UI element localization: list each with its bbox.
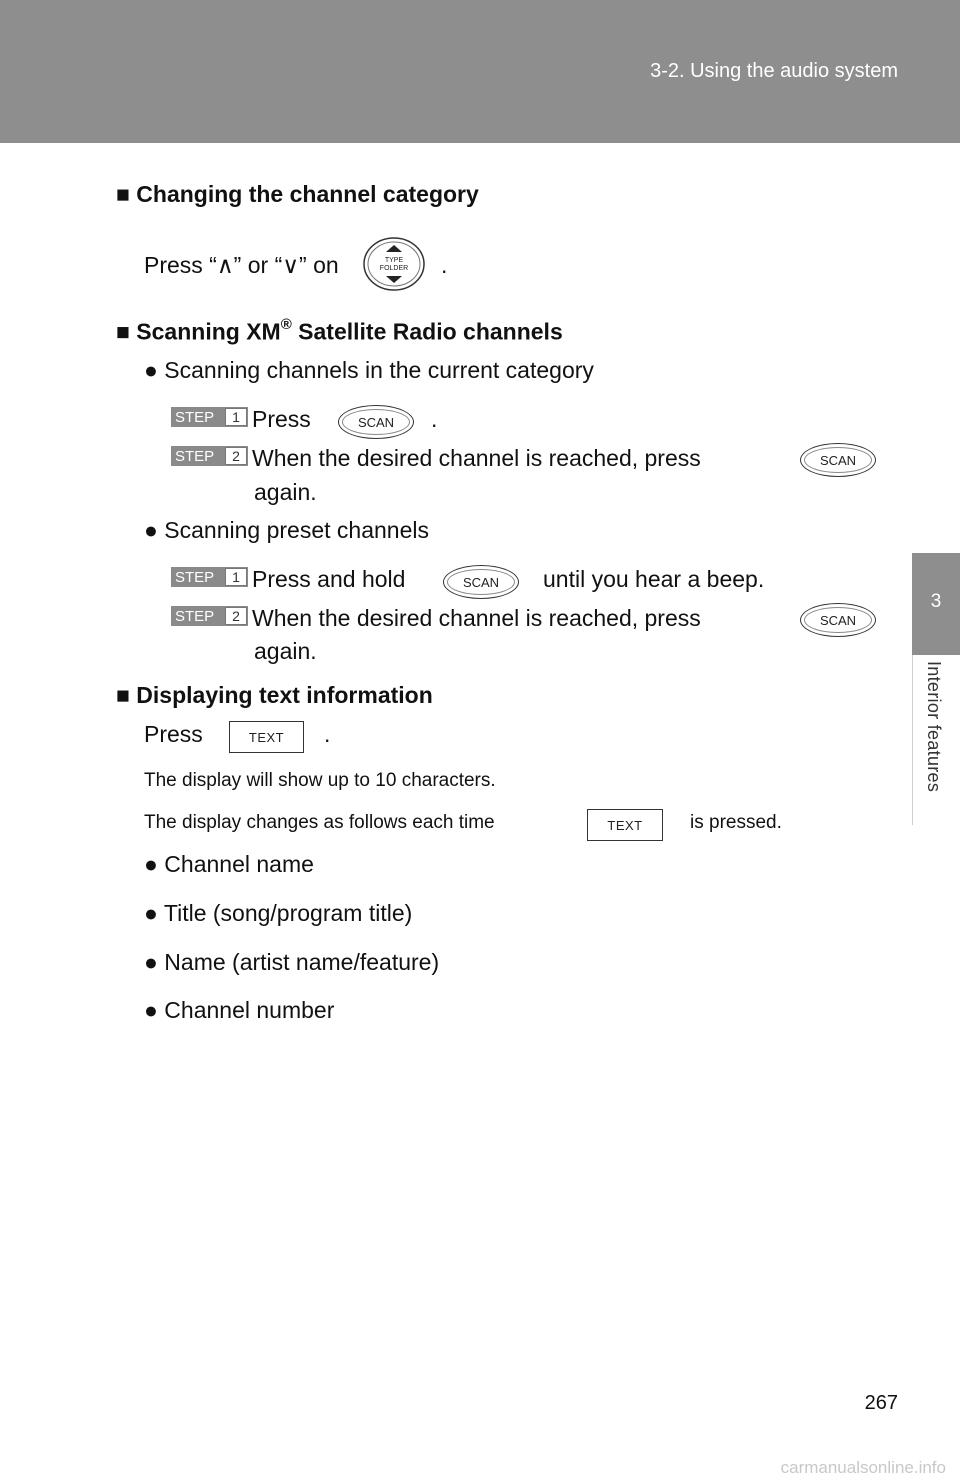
step-badge-2: STEP 2 bbox=[171, 606, 248, 626]
step1-after: until you hear a beep. bbox=[543, 566, 765, 592]
heading-scanning: ■ Scanning XM® Satellite Radio channels bbox=[116, 316, 563, 345]
period: . bbox=[324, 721, 331, 747]
type-folder-dial-icon bbox=[362, 236, 426, 292]
section-title: 3-2. Using the audio system bbox=[650, 60, 898, 82]
list-item: ● Title (song/program title) bbox=[144, 900, 413, 926]
round-bullet-icon: ● bbox=[144, 997, 158, 1023]
bullet-current-category: ● Scanning channels in the current category bbox=[144, 357, 594, 383]
note-max-characters: The display will show up to 10 characters. bbox=[144, 770, 496, 791]
list-item: ● Channel number bbox=[144, 997, 335, 1023]
bullet-preset-channels: ● Scanning preset channels bbox=[144, 517, 429, 543]
round-bullet-icon: ● bbox=[144, 357, 158, 383]
step-badge-1: STEP 1 bbox=[171, 567, 248, 587]
heading-channel-category: ■ Changing the channel category bbox=[116, 181, 479, 207]
scan-button[interactable]: SCAN bbox=[443, 565, 519, 599]
step1-text: Press bbox=[252, 406, 311, 432]
press-type-folder-text: Press “∧” or “∨” on bbox=[144, 252, 339, 278]
note-display-changes: The display changes as follows each time bbox=[144, 812, 495, 833]
header-band bbox=[0, 0, 960, 143]
period: . bbox=[441, 252, 448, 278]
step2-continuation: again. bbox=[254, 479, 317, 505]
scan-button[interactable]: SCAN bbox=[338, 405, 414, 439]
step-badge-2: STEP 2 bbox=[171, 446, 248, 466]
dial-label-top: TYPE bbox=[384, 257, 404, 264]
step1-text: Press and hold bbox=[252, 566, 406, 592]
press-text: Press bbox=[144, 721, 203, 747]
heading-text-info: ■ Displaying text information bbox=[116, 682, 433, 708]
step-badge-1: STEP 1 bbox=[171, 407, 248, 427]
step2-text: When the desired channel is reached, press bbox=[252, 605, 701, 631]
round-bullet-icon: ● bbox=[144, 517, 158, 543]
period: . bbox=[431, 406, 438, 432]
chapter-number: 3 bbox=[930, 591, 942, 612]
round-bullet-icon: ● bbox=[144, 949, 158, 975]
list-item: ● Channel name bbox=[144, 851, 314, 877]
watermark: carmanualsonline.info bbox=[780, 1458, 946, 1477]
scan-button[interactable]: SCAN bbox=[800, 603, 876, 637]
round-bullet-icon: ● bbox=[144, 900, 158, 926]
round-bullet-icon: ● bbox=[144, 851, 158, 877]
scan-button[interactable]: SCAN bbox=[800, 443, 876, 477]
chapter-tab bbox=[912, 553, 960, 655]
note-is-pressed: is pressed. bbox=[690, 812, 782, 833]
text-button[interactable]: TEXT bbox=[229, 721, 304, 753]
chapter-tab-label-box bbox=[912, 655, 960, 825]
chapter-label: Interior features bbox=[924, 661, 944, 793]
text-button[interactable]: TEXT bbox=[587, 809, 663, 841]
dial-label-bottom: FOLDER bbox=[379, 265, 409, 272]
square-bullet-icon: ■ bbox=[116, 318, 130, 345]
list-item: ● Name (artist name/feature) bbox=[144, 949, 440, 975]
page-number: 267 bbox=[864, 1392, 898, 1414]
square-bullet-icon: ■ bbox=[116, 682, 130, 708]
square-bullet-icon: ■ bbox=[116, 181, 130, 207]
step2-text: When the desired channel is reached, press bbox=[252, 445, 701, 471]
step2-continuation: again. bbox=[254, 638, 317, 664]
